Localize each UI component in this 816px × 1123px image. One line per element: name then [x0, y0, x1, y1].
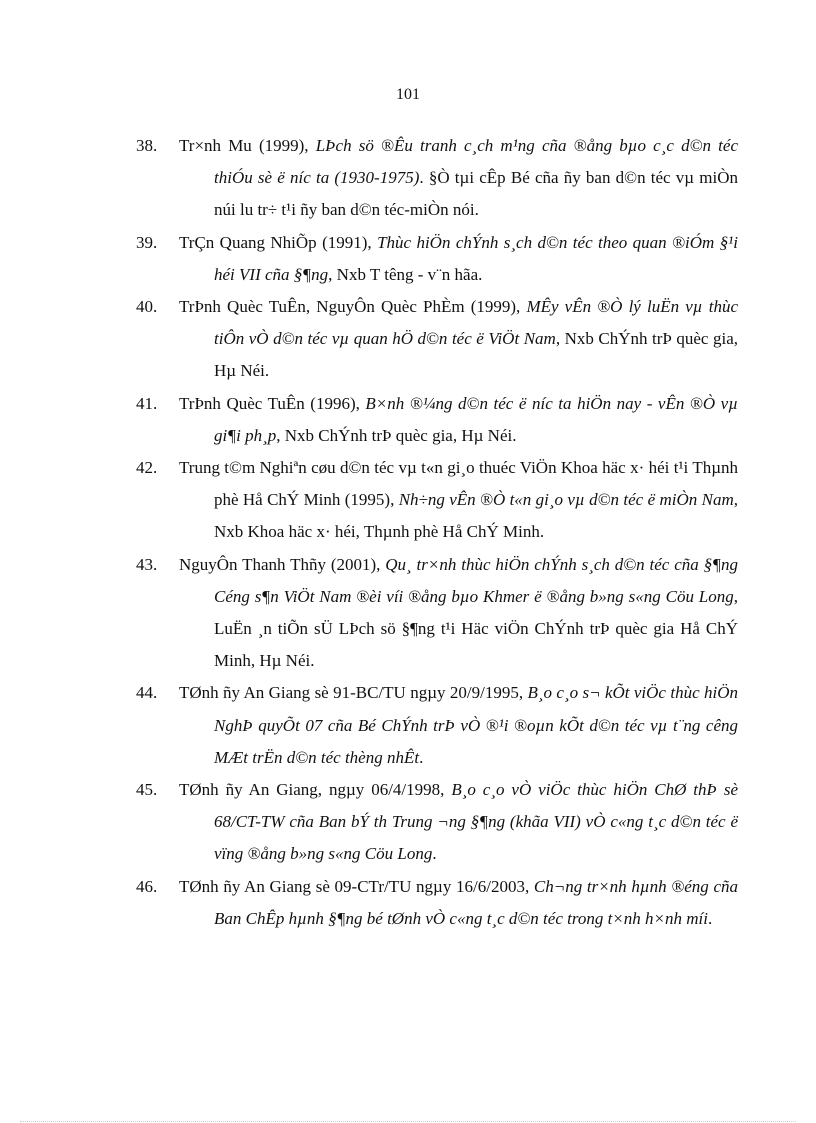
reference-publisher: . [707, 908, 713, 928]
reference-item [136, 388, 738, 452]
reference-item [136, 291, 738, 388]
reference-publisher: . [419, 747, 424, 767]
reference-title: Qu¸ tr×nh thùc hiÖn chÝnh s¸ch d©n téc cña §¶ng Céng s¶n ViÖt Nam ®èi víi ®ång bµo Khmer ë ®ång b»ng s«ng Cöu Long [214, 554, 738, 606]
reference-author: NguyÔn Thanh Thñy (2001), [179, 554, 386, 574]
reference-item [136, 227, 738, 291]
reference-list [136, 130, 738, 935]
reference-item [136, 774, 738, 871]
page-number: 101 [396, 86, 420, 103]
reference-number: 40. [136, 297, 158, 317]
reference-publisher: . [432, 844, 437, 864]
reference-publisher: , LuËn ¸n tiÕn sÜ LÞch sö §¶ng t¹i Häc viÖn ChÝnh trÞ quèc gia Hå ChÝ Minh, Hµ Néi. [214, 586, 738, 671]
reference-author: TØnh ñy An Giang sè 09-CTr/TU ngµy 16/6/2003, [179, 876, 534, 896]
reference-author: TrÞnh Quèc TuÊn (1996), [179, 393, 366, 413]
reference-number: 43. [136, 554, 158, 574]
reference-title: B×nh ®¼ng d©n téc ë níc ta hiÖn nay - vÊn ®Ò vµ gi¶i ph¸p [214, 393, 738, 445]
reference-title: Ch¬ng tr×nh hµnh ®éng cña Ban ChÊp hµnh §¶ng bé tØnh vÒ c«ng t¸c d©n téc trong t×nh h×nh míi [214, 876, 738, 928]
reference-title: Nh÷ng vÊn ®Ò t«n gi¸o vµ d©n téc ë miÒn Nam [398, 490, 734, 510]
page-bottom-divider [20, 1121, 796, 1122]
reference-number: 38. [136, 136, 158, 155]
reference-title: B¸o c¸o vÒ viÖc thùc hiÖn ChØ thÞ sè 68/CT-TW cña Ban bÝ th Trung ¬ng §¶ng (khãa VII) vÒ c«ng t¸c d©n téc ë vïng ®ång b»ng s«ng Cöu Long [214, 780, 738, 864]
reference-number: 41. [136, 393, 158, 413]
reference-publisher: , Nxb ChÝnh trÞ quèc gia, Hµ Néi. [214, 329, 738, 381]
reference-author: TØnh ñy An Giang, ngµy 06/4/1998, [179, 780, 452, 800]
reference-item [136, 871, 738, 935]
reference-item [136, 130, 738, 227]
reference-author: Tr×nh Mu (1999), [179, 136, 316, 155]
reference-publisher: . §Ò tµi cÊp Bé cña ñy ban d©n téc vµ miÒn núi lu tr÷ t¹i ñy ban d©n téc-miÒn nói. [214, 168, 739, 220]
reference-number: 45. [136, 780, 158, 800]
reference-publisher: , Nxb Khoa häc x· héi, Thµnh phè Hå ChÝ Minh. [214, 490, 738, 542]
reference-item [136, 452, 738, 549]
reference-number: 42. [136, 458, 158, 478]
reference-item [136, 677, 738, 774]
reference-author: TrÞnh Quèc TuÊn, NguyÔn Quèc PhÈm (1999), [179, 297, 527, 317]
reference-publisher: , Nxb T têng - v¨n hãa. [328, 264, 483, 284]
reference-author: TØnh ñy An Giang sè 91-BC/TU ngµy 20/9/1995, [179, 683, 528, 703]
reference-title: MÊy vÊn ®Ò lý luËn vµ thùc tiÔn vÒ d©n téc vµ quan hÖ d©n téc ë ViÖt Nam [214, 297, 738, 349]
reference-number: 39. [136, 232, 158, 252]
reference-author: Trung t©m Nghiªn cøu d©n téc vµ t«n gi¸o thuéc ViÖn Khoa häc x· héi t¹i Thµnh phè Hå ChÝ Minh (1995), [179, 458, 738, 510]
reference-item [136, 549, 738, 678]
reference-title: LÞch sö ®Êu tranh c¸ch m¹ng cña ®ång bµo c¸c d©n téc thiÓu sè ë níc ta (1930-1975) [214, 136, 738, 188]
reference-publisher: , Nxb ChÝnh trÞ quèc gia, Hµ Néi. [276, 425, 517, 445]
reference-number: 44. [136, 683, 158, 703]
reference-title: Thùc hiÖn chÝnh s¸ch d©n téc theo quan ®iÓm §¹i héi VII cña §¶ng [214, 232, 738, 284]
reference-number: 46. [136, 876, 158, 896]
reference-author: TrÇn Quang NhiÕp (1991), [179, 232, 378, 252]
reference-title: B¸o c¸o s¬ kÕt viÖc thùc hiÖn NghÞ quyÕt 07 cña Bé ChÝnh trÞ vÒ ®¹i ®oµn kÕt d©n téc vµ t¨ng cêng MÆt trËn d©n téc thèng nhÊt [214, 683, 738, 767]
